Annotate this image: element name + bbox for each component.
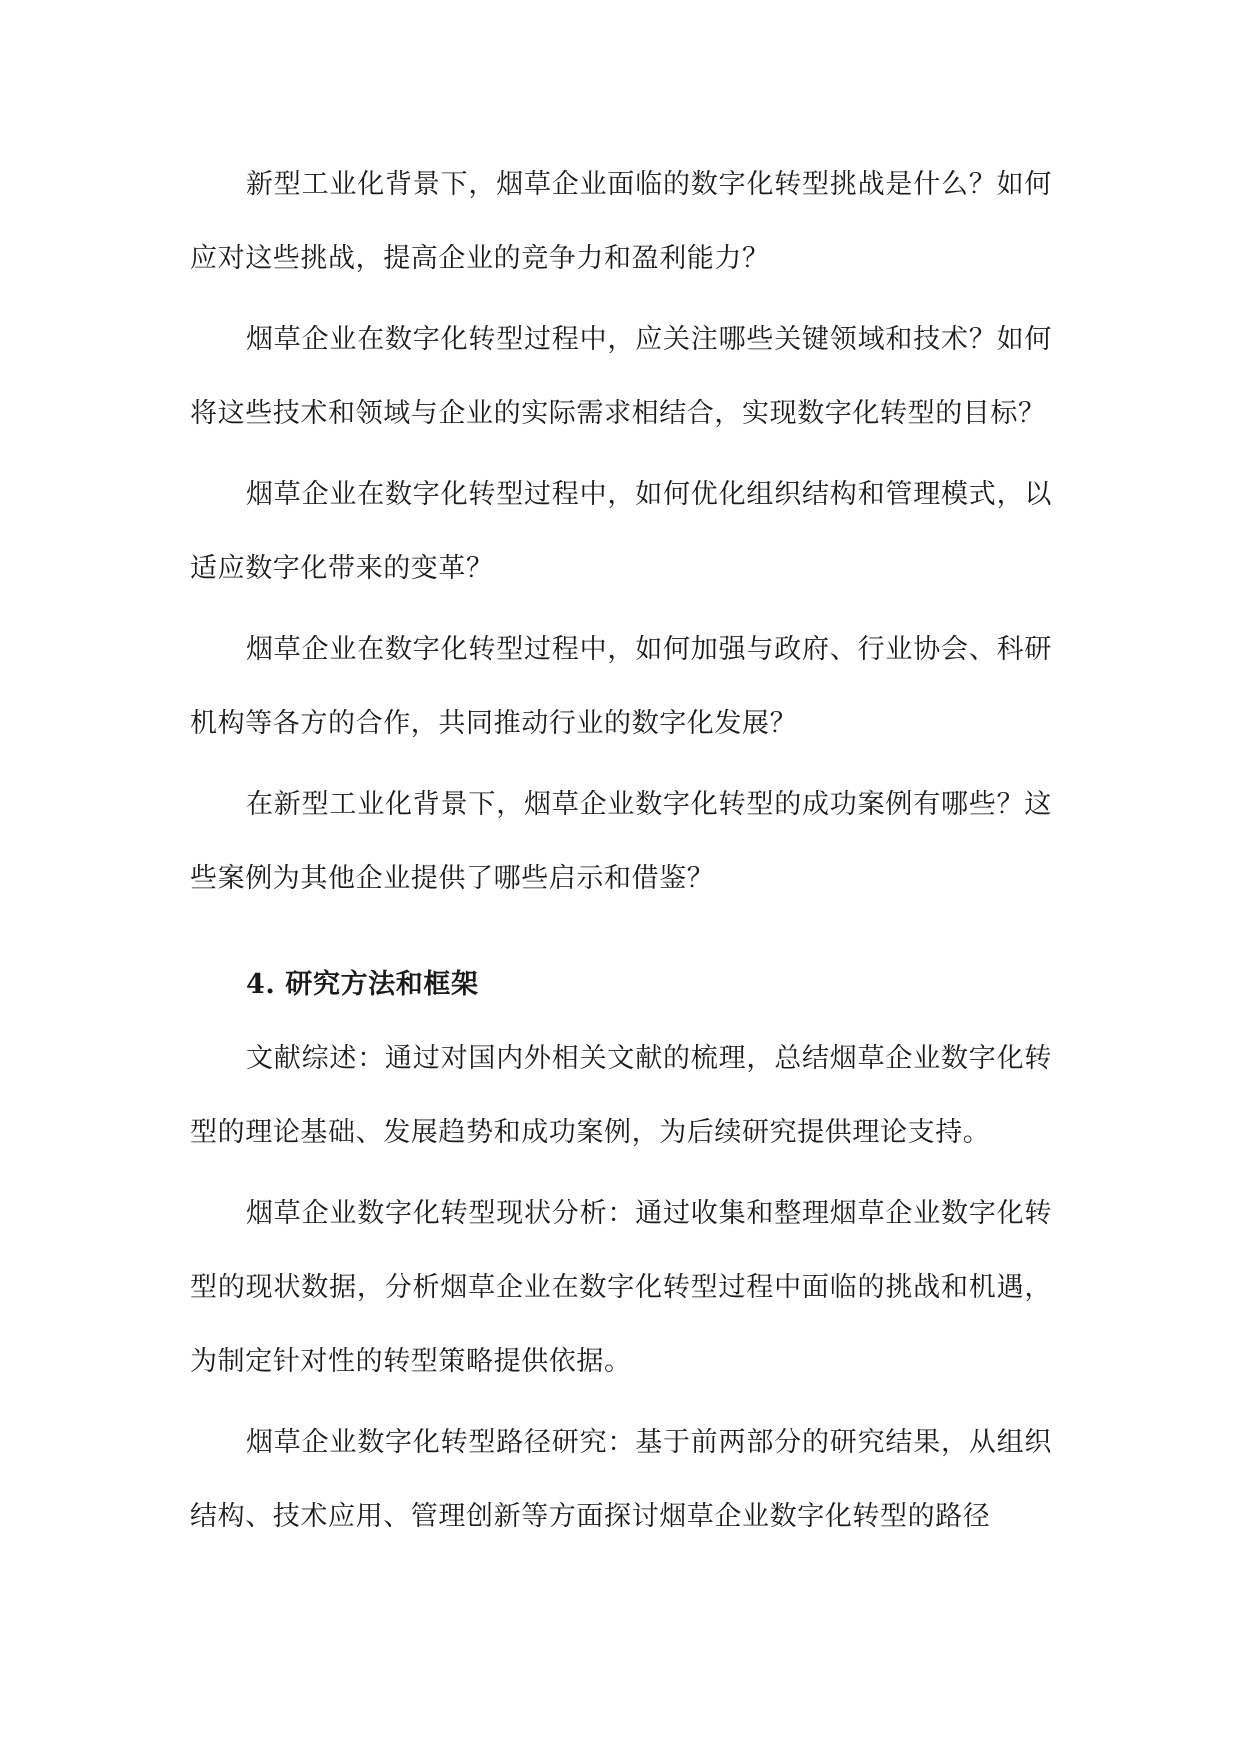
question-paragraph-2: 烟草企业在数字化转型过程中，应关注哪些关键领域和技术？如何将这些技术和领域与企业的实际需求相结合，实现数字化转型的目标？ <box>190 324 1052 429</box>
question-paragraph-1: 新型工业化背景下，烟草企业面临的数字化转型挑战是什么？如何应对这些挑战，提高企业的竞争力和盈利能力？ <box>190 169 1052 274</box>
method-paragraph-1: 文献综述：通过对国内外相关文献的梳理，总结烟草企业数字化转型的理论基础、发展趋势和成功案例，为后续研究提供理论支持。 <box>190 1043 1052 1148</box>
method-paragraph-2: 烟草企业数字化转型现状分析：通过收集和整理烟草企业数字化转型的现状数据，分析烟草企业在数字化转型过程中面临的挑战和机遇，为制定针对性的转型策略提供依据。 <box>190 1198 1052 1377</box>
method-paragraph-3: 烟草企业数字化转型路径研究：基于前两部分的研究结果，从组织结构、技术应用、管理创新等方面探讨烟草企业数字化转型的路径 <box>190 1427 1052 1532</box>
question-paragraph-4: 烟草企业在数字化转型过程中，如何加强与政府、行业协会、科研机构等各方的合作，共同推动行业的数字化发展？ <box>190 634 1052 739</box>
question-paragraph-5: 在新型工业化背景下，烟草企业数字化转型的成功案例有哪些？这些案例为其他企业提供了哪些启示和借鉴？ <box>190 789 1052 894</box>
section-heading: 4. 研究方法和框架 <box>246 969 479 1000</box>
document-body <box>190 148 1052 1561</box>
question-paragraph-3: 烟草企业在数字化转型过程中，如何优化组织结构和管理模式，以适应数字化带来的变革？ <box>190 479 1052 584</box>
